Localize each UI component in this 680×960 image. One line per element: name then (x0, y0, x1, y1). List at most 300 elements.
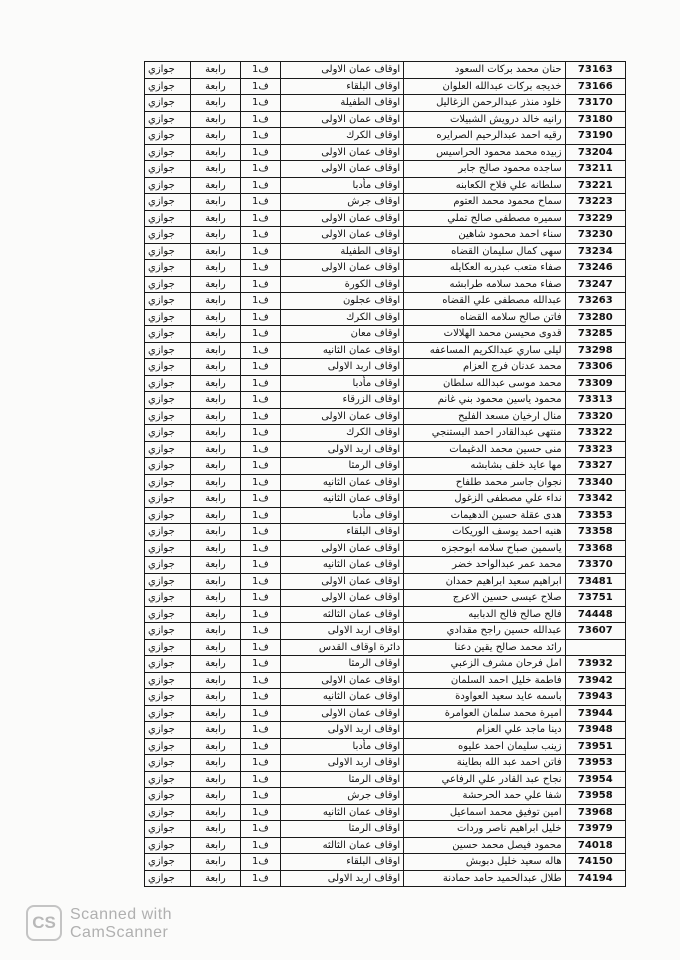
name-cell: محمد موسى عبدالله سلطان (404, 375, 565, 392)
category-cell: جوازي (145, 672, 191, 689)
category-cell: جوازي (145, 524, 191, 541)
record-number-cell: 73298 (565, 342, 625, 359)
grade-cell: رابعة (191, 722, 240, 739)
directorate-cell: اوقاف الكورة (281, 276, 404, 293)
section-cell: ف1 (240, 342, 281, 359)
grade-cell: رابعة (191, 194, 240, 211)
grade-cell: رابعة (191, 491, 240, 508)
grade-cell: رابعة (191, 590, 240, 607)
grade-cell: رابعة (191, 128, 240, 145)
record-number-cell: 73751 (565, 590, 625, 607)
section-cell: ف1 (240, 375, 281, 392)
name-cell: فاطمة خليل احمد السلمان (404, 672, 565, 689)
directorate-cell: اوقاف الكرك (281, 425, 404, 442)
table-row (145, 458, 626, 475)
record-number-cell: 73211 (565, 161, 625, 178)
name-cell: زبيده محمد محمود الحراسيس (404, 144, 565, 161)
directorate-cell: اوقاف عمان الثالثه (281, 606, 404, 623)
directorate-cell: اوقاف عمان الثانيه (281, 557, 404, 574)
grade-cell: رابعة (191, 755, 240, 772)
grade-cell: رابعة (191, 210, 240, 227)
directorate-cell: اوقاف البلقاء (281, 524, 404, 541)
record-number-cell: 73223 (565, 194, 625, 211)
table-row (145, 656, 626, 673)
table-row (145, 128, 626, 145)
grade-cell: رابعة (191, 342, 240, 359)
grade-cell: رابعة (191, 837, 240, 854)
name-cell: محمود فيصل محمد حسين (404, 837, 565, 854)
record-number-cell: 73229 (565, 210, 625, 227)
record-number-cell: 74194 (565, 870, 625, 887)
record-number-cell: 73313 (565, 392, 625, 409)
directorate-cell: دائرة اوقاف القدس (281, 639, 404, 656)
category-cell: جوازي (145, 194, 191, 211)
table-row (145, 639, 626, 656)
section-cell: ف1 (240, 590, 281, 607)
name-cell: منى حسين محمد الدغيمات (404, 441, 565, 458)
name-cell: فالح صالح فالح الدبابيه (404, 606, 565, 623)
table-row (145, 738, 626, 755)
directorate-cell: اوقاف الرمثا (281, 656, 404, 673)
category-cell: جوازي (145, 722, 191, 739)
table-row (145, 854, 626, 871)
record-number-cell: 73368 (565, 540, 625, 557)
record-number-cell: 73948 (565, 722, 625, 739)
record-number-cell: 73943 (565, 689, 625, 706)
section-cell: ف1 (240, 689, 281, 706)
record-number-cell: 73327 (565, 458, 625, 475)
directorate-cell: اوقاف اربد الاولى (281, 755, 404, 772)
watermark-line-2: CamScanner (70, 924, 169, 941)
name-cell: صفاء محمد سلامه طرابشه (404, 276, 565, 293)
category-cell: جوازي (145, 788, 191, 805)
record-number-cell: 73958 (565, 788, 625, 805)
grade-cell: رابعة (191, 705, 240, 722)
directorate-cell: اوقاف البلقاء (281, 78, 404, 95)
section-cell: ف1 (240, 821, 281, 838)
category-cell: جوازي (145, 408, 191, 425)
directorate-cell: اوقاف اربد الاولى (281, 870, 404, 887)
record-number-cell: 73309 (565, 375, 625, 392)
directorate-cell: اوقاف عمان الاولى (281, 227, 404, 244)
section-cell: ف1 (240, 260, 281, 277)
table-row (145, 62, 626, 79)
directorate-cell: اوقاف اربد الاولى (281, 623, 404, 640)
directorate-cell: اوقاف البلقاء (281, 854, 404, 871)
category-cell: جوازي (145, 837, 191, 854)
directorate-cell: اوقاف عمان الاولى (281, 260, 404, 277)
category-cell: جوازي (145, 78, 191, 95)
table-row (145, 507, 626, 524)
grade-cell: رابعة (191, 161, 240, 178)
section-cell: ف1 (240, 194, 281, 211)
category-cell: جوازي (145, 474, 191, 491)
directorate-cell: اوقاف عمان الثالثه (281, 837, 404, 854)
record-number-cell: 74448 (565, 606, 625, 623)
grade-cell: رابعة (191, 243, 240, 260)
section-cell: ف1 (240, 557, 281, 574)
section-cell: ف1 (240, 243, 281, 260)
category-cell: جوازي (145, 425, 191, 442)
record-number-cell: 73342 (565, 491, 625, 508)
camscanner-watermark (26, 905, 226, 945)
category-cell: جوازي (145, 656, 191, 673)
directorate-cell: اوقاف مأدبا (281, 507, 404, 524)
grade-cell: رابعة (191, 260, 240, 277)
category-cell: جوازي (145, 821, 191, 838)
directorate-cell: اوقاف عجلون (281, 293, 404, 310)
table-row (145, 161, 626, 178)
directorate-cell: اوقاف عمان الاولى (281, 408, 404, 425)
category-cell: جوازي (145, 738, 191, 755)
directorate-cell: اوقاف عمان الاولى (281, 62, 404, 79)
name-cell: دينا ماجد علي العزام (404, 722, 565, 739)
record-number-cell: 74018 (565, 837, 625, 854)
grade-cell: رابعة (191, 854, 240, 871)
grade-cell: رابعة (191, 788, 240, 805)
table-row (145, 111, 626, 128)
category-cell: جوازي (145, 62, 191, 79)
table-row (145, 837, 626, 854)
grade-cell: رابعة (191, 95, 240, 112)
section-cell: ف1 (240, 540, 281, 557)
grade-cell: رابعة (191, 458, 240, 475)
grade-cell: رابعة (191, 606, 240, 623)
section-cell: ف1 (240, 755, 281, 772)
grade-cell: رابعة (191, 557, 240, 574)
grade-cell: رابعة (191, 375, 240, 392)
category-cell: جوازي (145, 441, 191, 458)
directorate-cell: اوقاف عمان الثانيه (281, 474, 404, 491)
grade-cell: رابعة (191, 771, 240, 788)
table-row (145, 474, 626, 491)
grade-cell: رابعة (191, 78, 240, 95)
name-cell: صلاح عيسى حسين الاعرج (404, 590, 565, 607)
category-cell: جوازي (145, 606, 191, 623)
grade-cell: رابعة (191, 227, 240, 244)
category-cell: جوازي (145, 771, 191, 788)
grade-cell: رابعة (191, 441, 240, 458)
record-number-cell: 73481 (565, 573, 625, 590)
record-number-cell: 73968 (565, 804, 625, 821)
category-cell: جوازي (145, 111, 191, 128)
table-row (145, 276, 626, 293)
category-cell: جوازي (145, 326, 191, 343)
category-cell: جوازي (145, 177, 191, 194)
name-cell: خديجه بركات عبدالله العلوان (404, 78, 565, 95)
name-cell: عبدالله حسين راجح مقدادي (404, 623, 565, 640)
table-row (145, 804, 626, 821)
section-cell: ف1 (240, 392, 281, 409)
section-cell: ف1 (240, 771, 281, 788)
directorate-cell: اوقاف عمان الاولى (281, 144, 404, 161)
table-row (145, 788, 626, 805)
category-cell: جوازي (145, 540, 191, 557)
category-cell: جوازي (145, 128, 191, 145)
category-cell: جوازي (145, 392, 191, 409)
name-cell: هدى عقلة حسين الدهيمات (404, 507, 565, 524)
section-cell: ف1 (240, 326, 281, 343)
name-cell: خلود منذر عبدالرحمن الزغاليل (404, 95, 565, 112)
table-row (145, 705, 626, 722)
category-cell: جوازي (145, 293, 191, 310)
category-cell: جوازي (145, 375, 191, 392)
record-number-cell: 73951 (565, 738, 625, 755)
name-cell: سميره مصطفى صالح تملي (404, 210, 565, 227)
name-cell: ليلى ساري عبدالكريم المساعفه (404, 342, 565, 359)
record-number-cell: 73979 (565, 821, 625, 838)
category-cell: جوازي (145, 491, 191, 508)
record-number-cell: 73953 (565, 755, 625, 772)
record-number-cell: 73246 (565, 260, 625, 277)
section-cell: ف1 (240, 177, 281, 194)
grade-cell: رابعة (191, 870, 240, 887)
directorate-cell: اوقاف عمان الاولى (281, 111, 404, 128)
section-cell: ف1 (240, 161, 281, 178)
grade-cell: رابعة (191, 689, 240, 706)
section-cell: ف1 (240, 788, 281, 805)
section-cell: ف1 (240, 425, 281, 442)
directorate-cell: اوقاف عمان الثانيه (281, 342, 404, 359)
roster-table (144, 61, 626, 887)
section-cell: ف1 (240, 474, 281, 491)
name-cell: فاتن احمد عبد الله بطاينة (404, 755, 565, 772)
table-row (145, 870, 626, 887)
grade-cell: رابعة (191, 177, 240, 194)
section-cell: ف1 (240, 573, 281, 590)
record-number-cell: 73221 (565, 177, 625, 194)
name-cell: سماح محمود محمد العتوم (404, 194, 565, 211)
table-row (145, 227, 626, 244)
grade-cell: رابعة (191, 326, 240, 343)
grade-cell: رابعة (191, 738, 240, 755)
grade-cell: رابعة (191, 62, 240, 79)
table-row (145, 672, 626, 689)
table-row (145, 210, 626, 227)
category-cell: جوازي (145, 705, 191, 722)
table-row (145, 606, 626, 623)
record-number-cell: 73944 (565, 705, 625, 722)
category-cell: جوازي (145, 557, 191, 574)
category-cell: جوازي (145, 260, 191, 277)
category-cell: جوازي (145, 227, 191, 244)
name-cell: حنان محمد بركات السعود (404, 62, 565, 79)
record-number-cell: 73370 (565, 557, 625, 574)
table-row (145, 359, 626, 376)
grade-cell: رابعة (191, 144, 240, 161)
name-cell: رائد محمد صالح يقين دعنا (404, 639, 565, 656)
table-row (145, 689, 626, 706)
section-cell: ف1 (240, 111, 281, 128)
grade-cell: رابعة (191, 821, 240, 838)
directorate-cell: اوقاف الزرقاء (281, 392, 404, 409)
section-cell: ف1 (240, 441, 281, 458)
category-cell: جوازي (145, 161, 191, 178)
directorate-cell: اوقاف جرش (281, 788, 404, 805)
category-cell: جوازي (145, 870, 191, 887)
section-cell: ف1 (240, 639, 281, 656)
grade-cell: رابعة (191, 309, 240, 326)
directorate-cell: اوقاف عمان الاولى (281, 161, 404, 178)
record-number-cell: 73234 (565, 243, 625, 260)
name-cell: مها عايد خلف بشابشه (404, 458, 565, 475)
name-cell: سلطانه علي فلاح الكعابنه (404, 177, 565, 194)
grade-cell: رابعة (191, 111, 240, 128)
record-number-cell: 73247 (565, 276, 625, 293)
record-number-cell: 73942 (565, 672, 625, 689)
directorate-cell: اوقاف الكرك (281, 128, 404, 145)
section-cell: ف1 (240, 210, 281, 227)
name-cell: نجاح عبد القادر علي الرفاعي (404, 771, 565, 788)
category-cell: جوازي (145, 144, 191, 161)
record-number-cell: 73204 (565, 144, 625, 161)
directorate-cell: اوقاف عمان الثانيه (281, 689, 404, 706)
table-row (145, 821, 626, 838)
section-cell: ف1 (240, 870, 281, 887)
directorate-cell: اوقاف عمان الاولى (281, 590, 404, 607)
directorate-cell: اوقاف عمان الاولى (281, 573, 404, 590)
section-cell: ف1 (240, 78, 281, 95)
record-number-cell: 73306 (565, 359, 625, 376)
record-number-cell: 73340 (565, 474, 625, 491)
category-cell: جوازي (145, 689, 191, 706)
name-cell: محمود ياسين محمود بني غانم (404, 392, 565, 409)
table-row (145, 194, 626, 211)
table-row (145, 755, 626, 772)
category-cell: جوازي (145, 639, 191, 656)
grade-cell: رابعة (191, 392, 240, 409)
category-cell: جوازي (145, 243, 191, 260)
record-number-cell: 73166 (565, 78, 625, 95)
table-row (145, 375, 626, 392)
name-cell: ابراهيم سعيد ابراهيم حمدان (404, 573, 565, 590)
section-cell: ف1 (240, 507, 281, 524)
record-number-cell: 73358 (565, 524, 625, 541)
table-row (145, 524, 626, 541)
directorate-cell: اوقاف عمان الاولى (281, 210, 404, 227)
name-cell: ساجده محمود صالح جابر (404, 161, 565, 178)
section-cell: ف1 (240, 95, 281, 112)
record-number-cell: 73263 (565, 293, 625, 310)
table-row (145, 326, 626, 343)
name-cell: زينب سليمان احمد عليوه (404, 738, 565, 755)
grade-cell: رابعة (191, 408, 240, 425)
category-cell: جوازي (145, 95, 191, 112)
directorate-cell: اوقاف اربد الاولى (281, 722, 404, 739)
directorate-cell: اوقاف الرمثا (281, 821, 404, 838)
name-cell: عبدالله مصطفى علي القضاه (404, 293, 565, 310)
section-cell: ف1 (240, 276, 281, 293)
grade-cell: رابعة (191, 359, 240, 376)
table-row (145, 441, 626, 458)
record-number-cell: 73285 (565, 326, 625, 343)
section-cell: ف1 (240, 524, 281, 541)
grade-cell: رابعة (191, 573, 240, 590)
section-cell: ف1 (240, 458, 281, 475)
directorate-cell: اوقاف الكرك (281, 309, 404, 326)
directorate-cell: اوقاف اربد الاولى (281, 441, 404, 458)
record-number-cell: 73607 (565, 623, 625, 640)
camscanner-logo-icon: CS (26, 905, 62, 941)
table-row (145, 540, 626, 557)
table-row (145, 722, 626, 739)
grade-cell: رابعة (191, 507, 240, 524)
category-cell: جوازي (145, 458, 191, 475)
directorate-cell: اوقاف مأدبا (281, 177, 404, 194)
table-row (145, 425, 626, 442)
section-cell: ف1 (240, 62, 281, 79)
directorate-cell: اوقاف اربد الاولى (281, 359, 404, 376)
name-cell: طلال عبدالحميد حامد حمادنة (404, 870, 565, 887)
section-cell: ف1 (240, 738, 281, 755)
table-row (145, 260, 626, 277)
directorate-cell: اوقاف عمان الاولى (281, 672, 404, 689)
table-row (145, 342, 626, 359)
record-number-cell (565, 639, 625, 656)
directorate-cell: اوقاف الطفيلة (281, 243, 404, 260)
category-cell: جوازي (145, 276, 191, 293)
section-cell: ف1 (240, 722, 281, 739)
section-cell: ف1 (240, 128, 281, 145)
record-number-cell: 73230 (565, 227, 625, 244)
section-cell: ف1 (240, 854, 281, 871)
table-row (145, 408, 626, 425)
record-number-cell: 73170 (565, 95, 625, 112)
directorate-cell: اوقاف عمان الاولى (281, 705, 404, 722)
grade-cell: رابعة (191, 804, 240, 821)
category-cell: جوازي (145, 359, 191, 376)
section-cell: ف1 (240, 705, 281, 722)
directorate-cell: اوقاف مأدبا (281, 738, 404, 755)
record-number-cell: 73932 (565, 656, 625, 673)
directorate-cell: اوقاف الرمثا (281, 771, 404, 788)
record-number-cell: 73323 (565, 441, 625, 458)
grade-cell: رابعة (191, 474, 240, 491)
name-cell: سناء احمد محمود شاهين (404, 227, 565, 244)
category-cell: جوازي (145, 342, 191, 359)
section-cell: ف1 (240, 309, 281, 326)
name-cell: فاتن صالح سلامه القضاه (404, 309, 565, 326)
name-cell: اميرة محمد سلمان العوامرة (404, 705, 565, 722)
section-cell: ف1 (240, 606, 281, 623)
table-row (145, 557, 626, 574)
category-cell: جوازي (145, 309, 191, 326)
grade-cell: رابعة (191, 276, 240, 293)
name-cell: امين توفيق محمد اسماعيل (404, 804, 565, 821)
table-row (145, 491, 626, 508)
category-cell: جوازي (145, 804, 191, 821)
directorate-cell: اوقاف الرمثا (281, 458, 404, 475)
name-cell: نداء علي مصطفى الزغول (404, 491, 565, 508)
record-number-cell: 73280 (565, 309, 625, 326)
record-number-cell: 73320 (565, 408, 625, 425)
grade-cell: رابعة (191, 425, 240, 442)
table-row (145, 392, 626, 409)
name-cell: خليل ابراهيم ناصر وردات (404, 821, 565, 838)
watermark-line-1: Scanned with (70, 906, 173, 923)
table-row (145, 144, 626, 161)
table-row (145, 78, 626, 95)
directorate-cell: اوقاف جرش (281, 194, 404, 211)
record-number-cell: 73954 (565, 771, 625, 788)
category-cell: جوازي (145, 573, 191, 590)
table-row (145, 293, 626, 310)
table-row (145, 623, 626, 640)
section-cell: ف1 (240, 623, 281, 640)
name-cell: نجوان جاسر محمد طلفاح (404, 474, 565, 491)
category-cell: جوازي (145, 623, 191, 640)
record-number-cell: 73322 (565, 425, 625, 442)
